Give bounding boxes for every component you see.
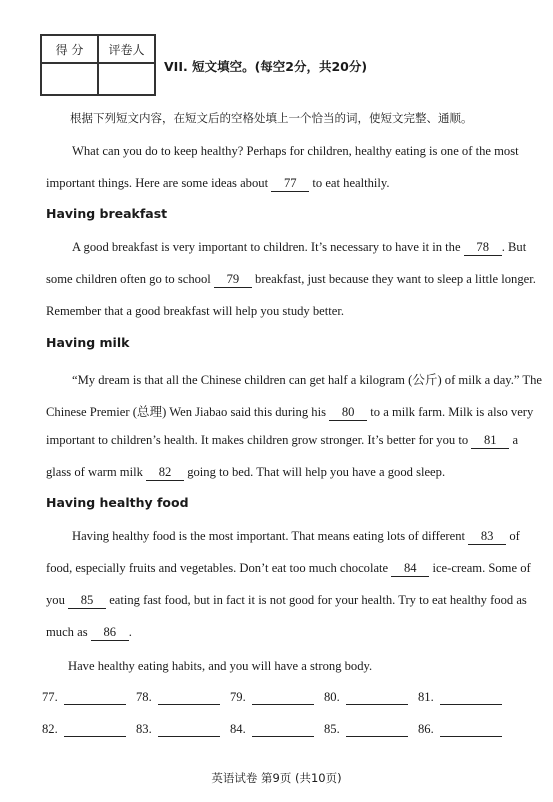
answer-blank-84[interactable] [252, 724, 314, 737]
answer-item: 80. [324, 690, 418, 705]
blank-83[interactable]: 83 [468, 529, 506, 545]
intro-line-2: important things. Here are some ideas about 77 to eat healthily. [46, 176, 390, 190]
grader-label: 评卷人 [98, 35, 155, 63]
breakfast-line-3: Remember that a good breakfast will help you study better. [46, 304, 344, 318]
answer-item: 83. [136, 722, 230, 737]
instruction-text: 根据下列短文内容，在短文后的空格处填上一个恰当的词，使短文完整、通顺。 [70, 111, 473, 125]
blank-79[interactable]: 79 [214, 272, 252, 288]
answer-blank-83[interactable] [158, 724, 220, 737]
heading-healthy-food: Having healthy food [46, 495, 189, 510]
answer-row-1 [42, 690, 512, 705]
milk-line-2: Chinese Premier (总理) Wen Jiabao said this during his 80 to a milk farm. Milk is also very [46, 405, 534, 419]
milk-line-1: “My dream is that all the Chinese children can get half a kilogram (公斤) of milk a day.” The [72, 373, 543, 387]
answer-blank-79[interactable] [252, 692, 314, 705]
closing-line: Have healthy eating habits, and you will have a strong body. [68, 659, 373, 673]
blank-84[interactable]: 84 [391, 561, 429, 577]
milk-line-3: important to children’s health. It makes children grow stronger. It’s better for you to 81 a [46, 433, 519, 447]
blank-78[interactable]: 78 [464, 240, 502, 256]
score-label: 得 分 [41, 35, 98, 63]
food-line-1: Having healthy food is the most important. That means eating lots of different 83 of [72, 529, 520, 543]
answer-item: 78. [136, 690, 230, 705]
blank-85[interactable]: 85 [68, 593, 106, 609]
answer-blank-86[interactable] [440, 724, 502, 737]
answer-blank-78[interactable] [158, 692, 220, 705]
answer-item: 77. [42, 690, 136, 705]
blank-80[interactable]: 80 [329, 405, 367, 421]
score-cell[interactable] [41, 63, 98, 95]
answer-blank-82[interactable] [64, 724, 126, 737]
food-line-3: you 85 eating fast food, but in fact it is not good for your health. Try to eat healthy food as [46, 593, 527, 607]
blank-77[interactable]: 77 [271, 176, 309, 192]
heading-milk: Having milk [46, 335, 130, 350]
score-box [40, 34, 156, 96]
breakfast-line-2: some children often go to school 79 breakfast, just because they want to sleep a little longer. [46, 272, 536, 286]
answer-blank-85[interactable] [346, 724, 408, 737]
blank-81[interactable]: 81 [471, 433, 509, 449]
page-footer: 英语试卷 第9页 (共10页) [211, 771, 342, 785]
food-line-4: much as 86 . [46, 625, 132, 639]
food-line-2: food, especially fruits and vegetables. Don’t eat too much chocolate 84 ice-cream. Some of [46, 561, 531, 575]
answer-row-2 [42, 722, 512, 737]
grader-cell[interactable] [98, 63, 155, 95]
heading-breakfast: Having breakfast [46, 206, 168, 221]
answer-item: 79. [230, 690, 324, 705]
answer-blank-77[interactable] [64, 692, 126, 705]
answer-item: 86. [418, 722, 512, 737]
intro-line-1: What can you do to keep healthy? Perhaps for children, healthy eating is one of the most [72, 144, 519, 158]
blank-86[interactable]: 86 [91, 625, 129, 641]
blank-82[interactable]: 82 [146, 465, 184, 481]
answer-blank-81[interactable] [440, 692, 502, 705]
breakfast-line-1: A good breakfast is very important to children. It’s necessary to have it in the 78 . But [72, 240, 527, 254]
answer-item: 81. [418, 690, 512, 705]
answer-item: 82. [42, 722, 136, 737]
answer-item: 84. [230, 722, 324, 737]
section-title: VII. 短文填空。(每空2分，共20分) [164, 59, 368, 74]
milk-line-4: glass of warm milk 82 going to bed. That will help you have a good sleep. [46, 465, 446, 479]
answer-item: 85. [324, 722, 418, 737]
answer-blank-80[interactable] [346, 692, 408, 705]
